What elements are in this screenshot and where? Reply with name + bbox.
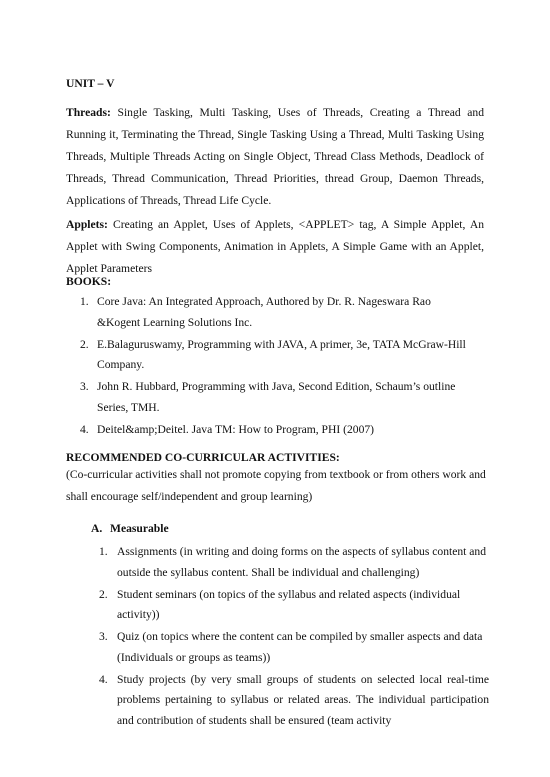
book-item <box>80 377 475 418</box>
book-text: Deitel&amp;Deitel. Java TM: How to Program, PHI (2007) <box>97 422 375 436</box>
book-item <box>80 335 475 376</box>
activity-number: 4. <box>99 672 108 686</box>
measurable-heading <box>91 522 169 536</box>
activity-text: Assignments (in writing and doing forms on the aspects of syllabus content and outside the syllabus content. Shall be individual and challenging) <box>117 545 487 579</box>
book-number: 3. <box>80 380 89 393</box>
activity-text: Study projects (by very small groups of students on selected local real-time problems pertaining to syllabus or related areas. The individual participation and contribution of students shall be ensured (team activity <box>117 672 489 727</box>
book-text: John R. Hubbard, Programming with Java, Second Edition, Schaum’s outline Series, TMH. <box>97 380 456 414</box>
threads-topics: Single Tasking, Multi Tasking, Uses of Threads, Creating a Thread and Running it, Terminating the Thread, Single Tasking Using a Thread, Multi Tasking Using Threads, Multiple Threads Acting on Single Object, Thread Class Methods, Deadlock of Threads, Thread Communication, Thread Priorities, thread Group, Daemon Threads, Applications of Threads, Thread Life Cycle. <box>66 106 485 207</box>
activity-number: 3. <box>99 630 108 643</box>
applets-paragraph <box>66 214 484 280</box>
activity-number: 1. <box>99 545 108 558</box>
book-number: 1. <box>80 295 89 308</box>
activity-number: 2. <box>99 587 108 601</box>
activity-item <box>99 542 489 583</box>
book-text: Core Java: An Integrated Approach, Authored by Dr. R. Nageswara Rao &Kogent Learning Solutions Inc. <box>97 295 431 329</box>
threads-paragraph <box>66 102 484 212</box>
book-number: 4. <box>80 422 89 436</box>
book-item <box>80 420 475 441</box>
activities-note: (Co-curricular activities shall not promote copying from textbook or from others work and shall encourage self/independent and group learning) <box>66 468 486 503</box>
activity-text: Quiz (on topics where the content can be compiled by smaller aspects and data (Individuals or groups as teams)) <box>117 630 483 664</box>
activity-item <box>99 585 489 626</box>
book-item <box>80 292 475 333</box>
measurable-title: Measurable <box>110 522 169 535</box>
books-heading: BOOKS: <box>66 275 112 288</box>
book-text: E.Balaguruswamy, Programming with JAVA, A primer, 3e, TATA McGraw-Hill Company. <box>97 337 466 371</box>
activity-text: Student seminars (on topics of the syllabus and related aspects (individual activity)) <box>117 587 461 621</box>
measurable-letter: A. <box>91 522 103 535</box>
book-number: 2. <box>80 337 89 351</box>
measurable-activities-list <box>99 542 489 733</box>
activity-item <box>99 627 489 668</box>
activities-heading: RECOMMENDED CO-CURRICULAR ACTIVITIES: <box>66 451 340 464</box>
unit-title: UNIT – V <box>66 77 115 90</box>
threads-label: Threads: <box>66 106 111 119</box>
applets-label: Applets: <box>66 218 108 231</box>
activity-item <box>99 670 489 732</box>
applets-topics: Creating an Applet, Uses of Applets, <APPLET> tag, A Simple Applet, An Applet with Swing Components, Animation in Applets, A Simple Game with an Applet, Applet Parameters <box>66 218 484 275</box>
books-list <box>80 292 475 442</box>
